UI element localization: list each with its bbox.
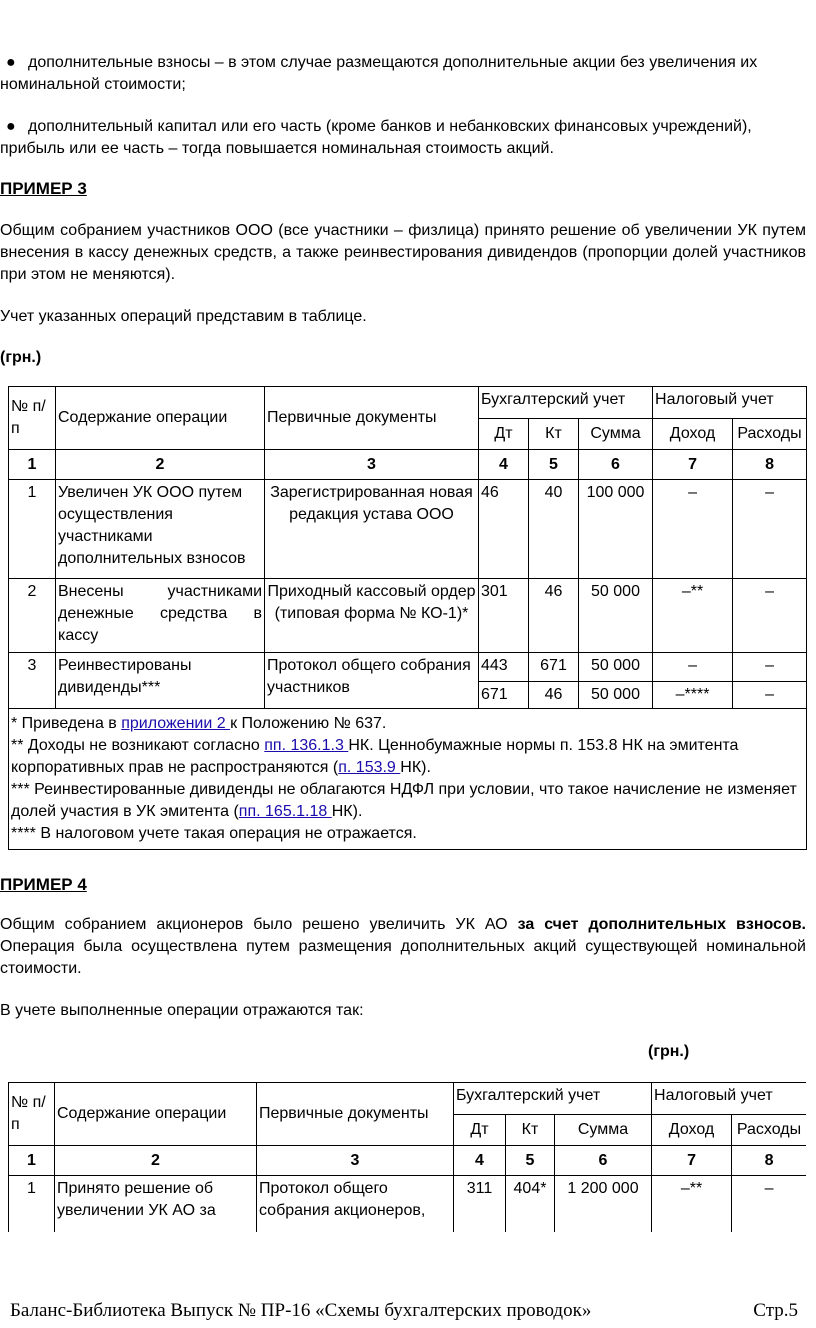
colnum: 2 [56,450,265,480]
header-docs: Первичные документы [257,1083,454,1146]
bullet-dot-icon: ● [6,118,16,135]
header-content: Содержание операции [56,387,265,450]
colnum: 7 [653,450,733,480]
colnum: 6 [555,1146,652,1176]
header-content: Содержание операции [55,1083,257,1146]
table-row [9,1176,807,1233]
row-docs: Протокол общего собрания акционеров, [257,1176,454,1233]
row-expense: – [733,579,807,653]
tax-code-link[interactable]: п. 153.9 [338,759,401,776]
unit-label: (грн.) [648,1043,690,1060]
colnum: 1 [9,1146,55,1176]
footnote-4: **** В налоговом учете такая операция не отражается. [11,825,417,842]
colnum: 1 [9,450,56,480]
row-dt: 671 [479,682,529,709]
header-tax: Налоговый учет [652,1083,806,1115]
row-income: – [653,480,733,579]
row-sum: 50 000 [579,579,653,653]
row-content: Увеличен УК ООО путем осуществления участниками дополнительных взносов [56,480,265,579]
colnum: 8 [732,1146,806,1176]
row-kt: 404* [506,1176,555,1233]
row-kt: 40 [529,480,579,579]
unit-label: (грн.) [0,349,42,366]
tax-code-link[interactable]: пп. 165.1.18 [238,803,332,820]
bullet-item [0,52,790,96]
footnote-3: *** Реинвестированные дивиденды не облагаются НДФЛ при условии, что такое начисление не изменяет долей участия в УК эмитента (пп. 165.1.18 НК). [11,781,797,820]
colnum: 5 [506,1146,555,1176]
row-num: 2 [9,579,56,653]
header-income: Доход [653,419,733,450]
table-row [9,579,807,653]
footnote-2: ** Доходы не возникают согласно пп. 136.1.3 НК. Ценнобумажные нормы п. 153.8 НК на эмитента корпоративных прав не распространяются (п. 153.9 НК). [11,737,739,776]
header-docs: Первичные документы [265,387,479,450]
footer-text: Баланс-Библиотека Выпуск № ПР-16 «Схемы бухгалтерских проводок» [10,1300,592,1321]
row-sum: 50 000 [579,682,653,709]
header-expense: Расходы [733,419,807,450]
header-num: № п/п [9,1083,55,1146]
colnum: 3 [265,450,479,480]
row-sum: 50 000 [579,653,653,682]
appendix-link[interactable]: приложении 2 [121,715,231,732]
row-num: 1 [9,480,56,579]
row-kt: 46 [529,579,579,653]
header-kt: Кт [506,1115,555,1146]
bullet-text: дополнительный капитал или его часть (кроме банков и небанковских финансовых учреждений), прибыль или ее часть – тогда повышается номинальная стоимость акций. [0,118,752,157]
row-dt: 46 [479,480,529,579]
example4-paragraph: Общим собранием акционеров было решено увеличить УК АО за счет дополнительных взносов. Операция была осуществлена путем размещения дополнительных акций существующей номинальной стоимости. [0,916,806,977]
row-income: –**** [653,682,733,709]
colnum: 6 [579,450,653,480]
footnote-1: * Приведена в приложении 2 к Положению № 637. [11,715,387,732]
colnum: 4 [454,1146,506,1176]
operations-table-2 [8,1082,806,1232]
row-dt: 443 [479,653,529,682]
row-kt: 46 [529,682,579,709]
row-content: Внесены участниками денежные средства в кассу [56,579,265,653]
colnum: 2 [55,1146,257,1176]
row-sum: 1 200 000 [555,1176,652,1233]
colnum: 3 [257,1146,454,1176]
example3-paragraph: Общим собранием участников ООО (все участники – физлица) принято решение об увеличении УК путем внесения в кассу денежных средств, а также реинвестирования дивидендов (пропорции долей участников при этом не меняются). [0,222,806,283]
table-notes-row [9,709,807,850]
row-dt: 301 [479,579,529,653]
row-sum: 100 000 [579,480,653,579]
row-kt: 671 [529,653,579,682]
row-num: 1 [9,1176,55,1233]
header-num: № п/п [9,387,56,450]
header-kt: Кт [529,419,579,450]
row-content: Реинвестированы дивиденды*** [56,653,265,709]
header-tax: Налоговый учет [653,387,807,419]
example3-intro: Учет указанных операций представим в таблице. [0,308,367,325]
operations-table-1 [8,386,807,850]
bullet-text: дополнительные взносы – в этом случае размещаются дополнительные акции без увеличения их номинальной стоимости; [0,54,758,93]
example4-heading: ПРИМЕР 4 [0,875,87,894]
table-row [9,653,807,682]
row-income: –** [652,1176,732,1233]
row-expense: – [733,682,807,709]
example4-intro: В учете выполненные операции отражаются так: [0,1002,364,1019]
row-content: Принято решение об увеличении УК АО за [55,1176,257,1233]
row-docs: Протокол общего собрания участников [265,653,479,709]
header-expense: Расходы [732,1115,806,1146]
row-expense: – [733,480,807,579]
row-income: – [653,653,733,682]
header-accounting: Бухгалтерский учет [479,387,653,419]
colnum: 5 [529,450,579,480]
row-num: 3 [9,653,56,709]
bullet-item [0,116,790,160]
tax-code-link[interactable]: пп. 136.1.3 [264,737,349,754]
header-sum: Сумма [555,1115,652,1146]
colnum: 8 [733,450,807,480]
row-expense: – [733,653,807,682]
header-income: Доход [652,1115,732,1146]
row-dt: 311 [454,1176,506,1233]
row-income: –** [653,579,733,653]
row-docs: Приходный кассовый ордер (типовая форма № КО-1)* [265,579,479,653]
row-docs: Зарегистрированная новая редакция устава ООО [265,480,479,579]
page-footer [10,1300,806,1322]
colnum: 4 [479,450,529,480]
header-dt: Дт [454,1115,506,1146]
example3-heading: ПРИМЕР 3 [0,179,87,198]
bullet-dot-icon: ● [6,54,16,71]
colnum: 7 [652,1146,732,1176]
header-sum: Сумма [579,419,653,450]
table-row [9,480,807,579]
table-2-clip [8,1082,806,1232]
header-accounting: Бухгалтерский учет [454,1083,652,1115]
row-expense: – [732,1176,806,1233]
page-number: Стр.5 [753,1300,798,1321]
header-dt: Дт [479,419,529,450]
